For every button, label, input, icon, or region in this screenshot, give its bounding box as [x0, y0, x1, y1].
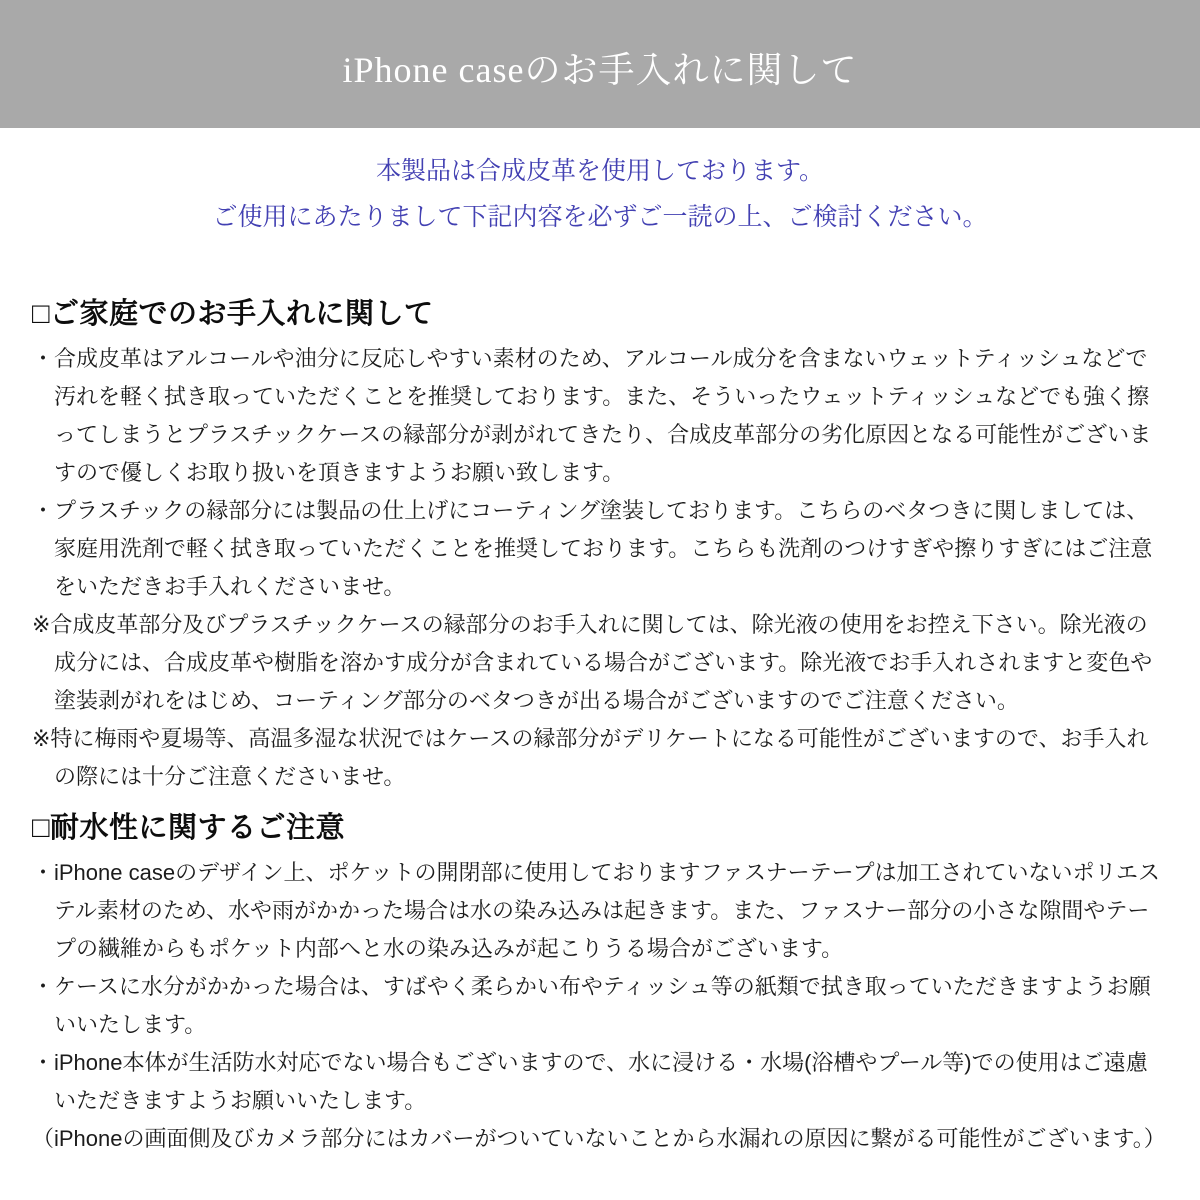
intro-line-1: 本製品は合成皮革を使用しております。: [375, 157, 824, 185]
header-banner: [0, 0, 1200, 128]
home-care-item-coating: ・プラスチックの縁部分には製品の仕上げにコーティング塗装しております。こちらのベタつきに関しましては、家庭用洗剤で軽く拭き取っていただくことを推奨しております。こちらも洗剤のつけすぎや擦りすぎにはご注意をいただきお手入れくださいませ。: [32, 498, 1153, 599]
page-title: iPhone caseのお手入れに関して: [342, 50, 858, 90]
water-item-leak-supplement: （iPhoneの画面側及びカメラ部分にはカバーがついていないことから水漏れの原因に繋がる可能性がございます。）: [32, 1126, 1166, 1151]
home-care-note-nail-polish-remover: ※合成皮革部分及びプラスチックケースの縁部分のお手入れに関しては、除光液の使用をお控え下さい。除光液の成分には、合成皮革や樹脂を溶かす成分が含まれている場合がございます。除光液でお手入れされますと変色や塗装剥がれをはじめ、コーティング部分のベタつきが出る場合がございますのでご注意ください。: [32, 612, 1153, 713]
section-water-resistance: [32, 811, 1164, 1158]
intro-notice: [0, 128, 1200, 232]
water-item-fastener-tape: ・iPhone caseのデザイン上、ポケットの開閉部に使用しておりますファスナーテープは加工されていないポリエステル素材のため、水や雨がかかった場合は水の染み込みは起きます。また、ファスナー部分の小さな隙間やテープの繊維からもポケット内部へと水の染み込みが起こりうる場合がございます。: [32, 860, 1161, 961]
home-care-note-humidity: ※特に梅雨や夏場等、高温多湿な状況ではケースの縁部分がデリケートになる可能性がございますので、お手入れの際には十分ご注意くださいませ。: [32, 726, 1149, 789]
water-item-not-waterproof: ・iPhone本体が生活防水対応でない場合もございますので、水に浸ける・水場(浴槽やプール等)での使用はご遠慮いただきますようお願いいたします。: [32, 1050, 1148, 1113]
water-item-wipe-off: ・ケースに水分がかかった場合は、すばやく柔らかい布やティッシュ等の紙類で拭き取っていただきますようお願いいたします。: [32, 974, 1151, 1037]
section-water-resistance-heading: □耐水性に関するご注意: [32, 812, 346, 844]
home-care-item-synthetic-leather: ・合成皮革はアルコールや油分に反応しやすい素材のため、アルコール成分を含まないウェットティッシュなどで汚れを軽く拭き取っていただくことを推奨しております。また、そういったウェットティッシュなどでも強く擦ってしまうとプラスチックケースの縁部分が剥がれてきたり、合成皮革部分の劣化原因となる可能性がございますので優しくお取り扱いを頂きますようお願い致します。: [32, 346, 1152, 485]
intro-line-2: ご使用にあたりまして下記内容を必ずご一読の上、ご検討ください。: [212, 203, 988, 231]
care-content: [0, 249, 1200, 1158]
section-home-care: [32, 297, 1164, 796]
section-home-care-heading: □ご家庭でのお手入れに関して: [32, 298, 434, 330]
